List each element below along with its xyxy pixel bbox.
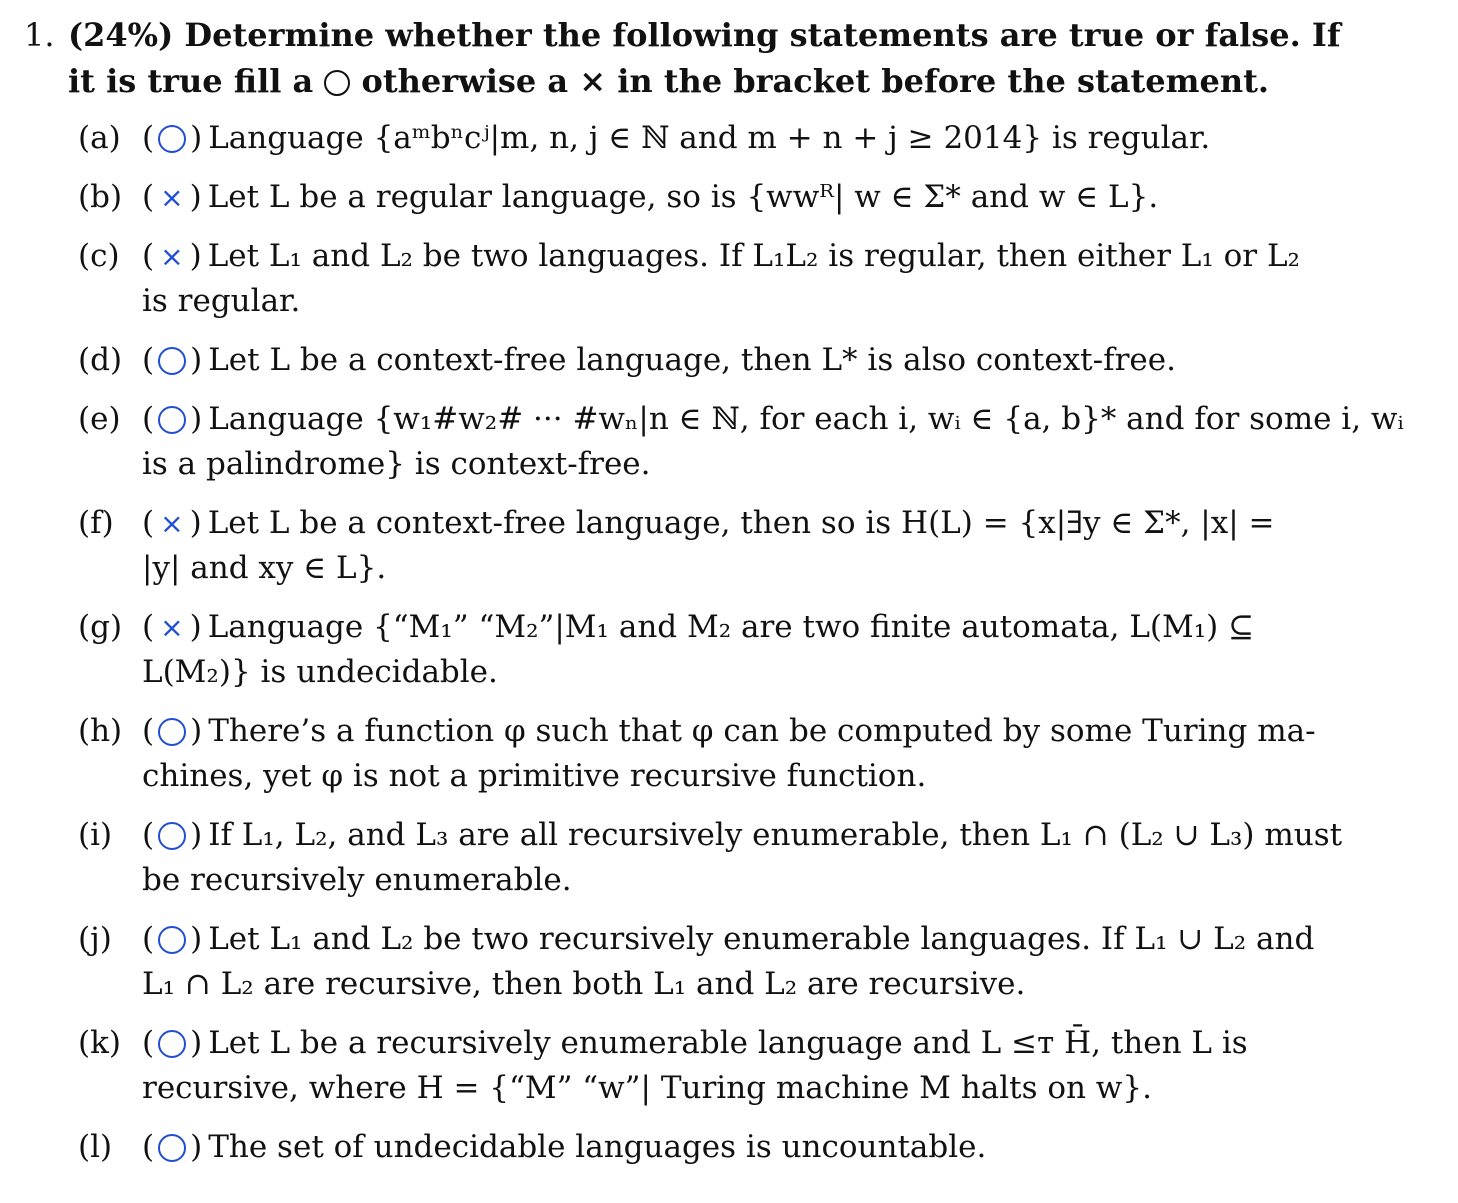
statement-text: Let L be a regular language, so is {wwᴿ| w ∈ Σ* and w ∈ L}. bbox=[207, 179, 1159, 215]
statement-text: Let L be a context-free language, then L* is also context-free. bbox=[208, 342, 1176, 378]
question-header-line-2 bbox=[68, 58, 1388, 104]
statement-item bbox=[24, 397, 1404, 487]
statement-line bbox=[142, 813, 1372, 858]
statement-item bbox=[24, 605, 1372, 695]
statement-item bbox=[24, 116, 1372, 161]
statement-text: There’s a function φ such that φ can be computed by some Turing ma- bbox=[208, 713, 1316, 749]
statement-line bbox=[142, 709, 1372, 754]
statement-label: (a) bbox=[78, 120, 121, 156]
statement-label: (e) bbox=[78, 401, 121, 437]
statement-item bbox=[24, 338, 1372, 383]
statement-list bbox=[24, 116, 1444, 1170]
statement-line bbox=[142, 1021, 1372, 1066]
true-circle-icon bbox=[158, 125, 186, 153]
answer-bracket[interactable]: ( ) bbox=[142, 921, 203, 957]
answer-bracket[interactable]: ( × ) bbox=[142, 175, 202, 220]
answer-bracket[interactable]: ( ) bbox=[142, 342, 203, 378]
answer-bracket[interactable]: ( ) bbox=[142, 817, 203, 853]
answer-bracket[interactable]: ( ) bbox=[142, 1129, 203, 1165]
statement-text: Language {w₁#w₂# ··· #wₙ|n ∈ ℕ, for each i, wᵢ ∈ {a, b}* and for some i, wᵢ bbox=[208, 401, 1404, 437]
statement-item bbox=[24, 1125, 1372, 1170]
statement-continuation: is regular. bbox=[142, 283, 301, 319]
statement-line bbox=[142, 917, 1372, 962]
question-header bbox=[24, 12, 1388, 104]
question-header-line-1: (24%) Determine whether the following statements are true or false. If bbox=[68, 16, 1341, 54]
statement-continuation: L₁ ∩ L₂ are recursive, then both L₁ and L₂ are recursive. bbox=[142, 966, 1026, 1002]
false-cross-icon: × bbox=[160, 611, 184, 644]
statement-label: (c) bbox=[78, 238, 120, 274]
statement-continuation: is a palindrome} is context-free. bbox=[142, 446, 651, 482]
statement-text: Let L₁ and L₂ be two languages. If L₁L₂ is regular, then either L₁ or L₂ bbox=[207, 238, 1300, 274]
statement-text: Language {aᵐbⁿcʲ|m, n, j ∈ ℕ and m + n + j ≥ 2014} is regular. bbox=[208, 120, 1211, 156]
statement-label: (k) bbox=[78, 1025, 121, 1061]
statement-label: (h) bbox=[78, 713, 123, 749]
statement-item bbox=[24, 917, 1372, 1007]
statement-continuation: be recursively enumerable. bbox=[142, 862, 572, 898]
header-line-2-part-b: otherwise a × in the bracket before the statement. bbox=[361, 62, 1270, 100]
statement-line bbox=[142, 605, 1372, 650]
statement-line bbox=[142, 234, 1372, 279]
statement-line bbox=[142, 501, 1372, 546]
statement-label: (i) bbox=[78, 817, 113, 853]
true-circle-icon bbox=[158, 718, 186, 746]
true-circle-icon bbox=[158, 347, 186, 375]
exam-document bbox=[24, 12, 1444, 1184]
false-cross-icon: × bbox=[160, 240, 184, 273]
statement-label: (l) bbox=[78, 1129, 113, 1165]
statement-label: (f) bbox=[78, 505, 114, 541]
statement-text: Let L₁ and L₂ be two recursively enumerable languages. If L₁ ∪ L₂ and bbox=[208, 921, 1315, 957]
statement-text: Let L be a recursively enumerable language and L ≤ᴛ H̄, then L is bbox=[208, 1025, 1248, 1061]
statement-label: (g) bbox=[78, 609, 123, 645]
statement-item bbox=[24, 709, 1372, 799]
statement-item bbox=[24, 501, 1372, 591]
statement-item bbox=[24, 1021, 1372, 1111]
statement-continuation: |y| and xy ∈ L}. bbox=[142, 550, 387, 586]
answer-bracket[interactable]: ( ) bbox=[142, 401, 203, 437]
statement-text: Let L be a context-free language, then so is H(L) = {x|∃y ∈ Σ*, |x| = bbox=[207, 505, 1275, 541]
statement-text: If L₁, L₂, and L₃ are all recursively enumerable, then L₁ ∩ (L₂ ∪ L₃) must bbox=[208, 817, 1343, 853]
statement-item bbox=[24, 813, 1372, 903]
statement-text: The set of undecidable languages is uncountable. bbox=[208, 1129, 987, 1165]
statement-continuation: L(M₂)} is undecidable. bbox=[142, 654, 498, 690]
question-number: 1. bbox=[24, 16, 55, 54]
true-circle-icon bbox=[158, 1030, 186, 1058]
header-line-2-part-a: it is true fill a bbox=[68, 62, 314, 100]
true-circle-icon bbox=[158, 822, 186, 850]
statement-continuation: recursive, where H = {“M” “w”| Turing machine M halts on w}. bbox=[142, 1070, 1152, 1106]
statement-label: (j) bbox=[78, 921, 112, 957]
statement-item bbox=[24, 234, 1372, 324]
statement-continuation: chines, yet φ is not a primitive recursive function. bbox=[142, 758, 927, 794]
answer-bracket[interactable]: ( × ) bbox=[142, 605, 202, 650]
false-cross-icon: × bbox=[160, 181, 184, 214]
answer-bracket[interactable]: ( ) bbox=[142, 1025, 203, 1061]
statement-label: (d) bbox=[78, 342, 123, 378]
statement-line bbox=[142, 116, 1372, 161]
statement-line bbox=[142, 338, 1372, 383]
answer-bracket[interactable]: ( × ) bbox=[142, 234, 202, 279]
statement-line bbox=[142, 397, 1404, 442]
answer-bracket[interactable]: ( × ) bbox=[142, 501, 202, 546]
circle-symbol-icon bbox=[324, 70, 350, 96]
statement-item bbox=[24, 175, 1372, 220]
answer-bracket[interactable]: ( ) bbox=[142, 713, 203, 749]
false-cross-icon: × bbox=[160, 507, 184, 540]
statement-text: Language {“M₁” “M₂”|M₁ and M₂ are two finite automata, L(M₁) ⊆ bbox=[207, 609, 1255, 645]
statement-line bbox=[142, 1125, 1372, 1170]
statement-line bbox=[142, 175, 1372, 220]
statement-label: (b) bbox=[78, 179, 123, 215]
answer-bracket[interactable]: ( ) bbox=[142, 120, 203, 156]
true-circle-icon bbox=[158, 406, 186, 434]
true-circle-icon bbox=[158, 926, 186, 954]
true-circle-icon bbox=[158, 1134, 186, 1162]
